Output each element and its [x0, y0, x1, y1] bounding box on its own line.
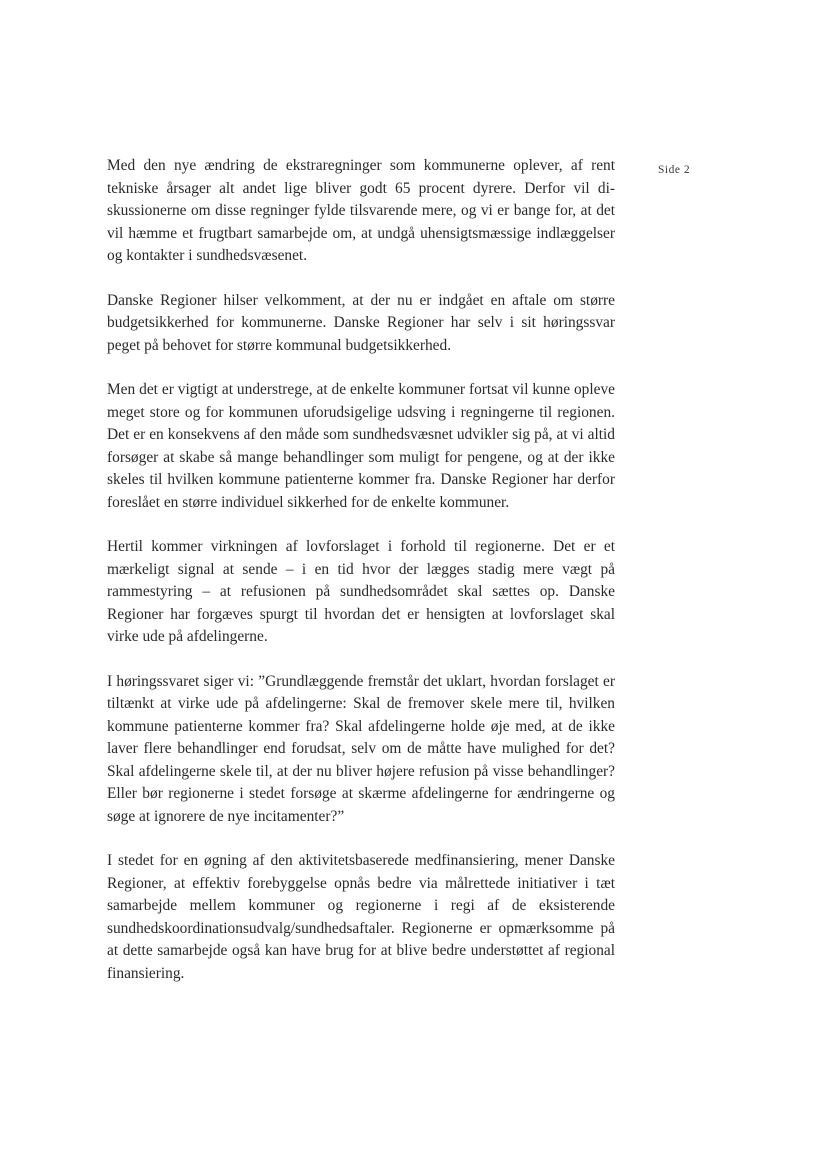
paragraph-2: Danske Regioner hilser velkomment, at der nu er indgået en aftale om større budgetsikkerhed for kommunerne. Danske Regioner har selv i sit høringssvar peget på behovet for større kommunal budgetsikkerhed. — [107, 291, 615, 354]
page-number — [658, 164, 690, 176]
document-body — [107, 155, 615, 1007]
paragraph-5: I høringssvaret siger vi: ”Grundlæggende fremstår det uklart, hvordan forslaget er tiltænkt at virke ude på afdelingerne: Skal de fremover skele mere til, hvilken kommune patienterne kommer fra? Skal afdelingerne holde øje med, at de ikke laver flere behandlinger end forudsat, selv om de måtte have mulighed for det? Skal afdelingerne skele til, at der nu bliver højere refusion på visse behandlinger? Eller bør regionerne i stedet forsøge at skærme afdelingerne for ændringerne og søge at ignorere de nye incitamenter?” — [107, 672, 615, 825]
paragraph-3: Men det er vigtigt at understrege, at de enkelte kommuner fortsat vil kunne opleve meget store og for kommunen uforudsigelige udsving i regningerne til regionen. Det er en konsekvens af den måde som sundhedsvæsnet udvikler sig på, at vi altid forsøger at skabe så mange behandlinger som muligt for pengene, og at der ikke skeles til hvilken kommune patienterne kommer fra. Danske Regioner har derfor foreslået en større individuel sikkerhed for de enkelte kommuner. — [107, 381, 615, 511]
page-number-label: Side — [658, 164, 681, 176]
page-number-value: 2 — [683, 164, 691, 176]
paragraph-1: Med den nye ændring de ekstraregninger som kommunerne oplever, af rent tekniske årsager alt andet lige bliver godt 65 procent dyrere. Derfor vil diskussionerne om disse regninger fylde tilsvarende mere, og vi er bange for, at det vil hæmme et frugtbart samarbejde om, at undgå uhensigtsmæssige indlæggelser og kontakter i sundhedsvæsenet. — [107, 157, 615, 264]
paragraph-6: I stedet for en øgning af den aktivitetsbaserede medfinansiering, mener Danske Regioner, at effektiv forebyggelse opnås bedre via målrettede initiativer i tæt samarbejde mellem kommuner og regionerne i regi af de eksisterende sundhedskoordinationsudvalg/sundhedsaftaler. Regionerne er opmærksomme på at dette samarbejde også kan have brug for at blive bedre understøttet af regional finansiering. — [107, 852, 615, 982]
paragraph-4: Hertil kommer virkningen af lovforslaget i forhold til regionerne. Det er et mærkeligt signal at sende – i en tid hvor der lægges stadig mere vægt på rammestyring – at refusionen på sundhedsområdet skal sættes op. Danske Regioner har forgæves spurgt til hvordan det er hensigten at lovforslaget skal virke ude på afdelingerne. — [107, 538, 615, 645]
